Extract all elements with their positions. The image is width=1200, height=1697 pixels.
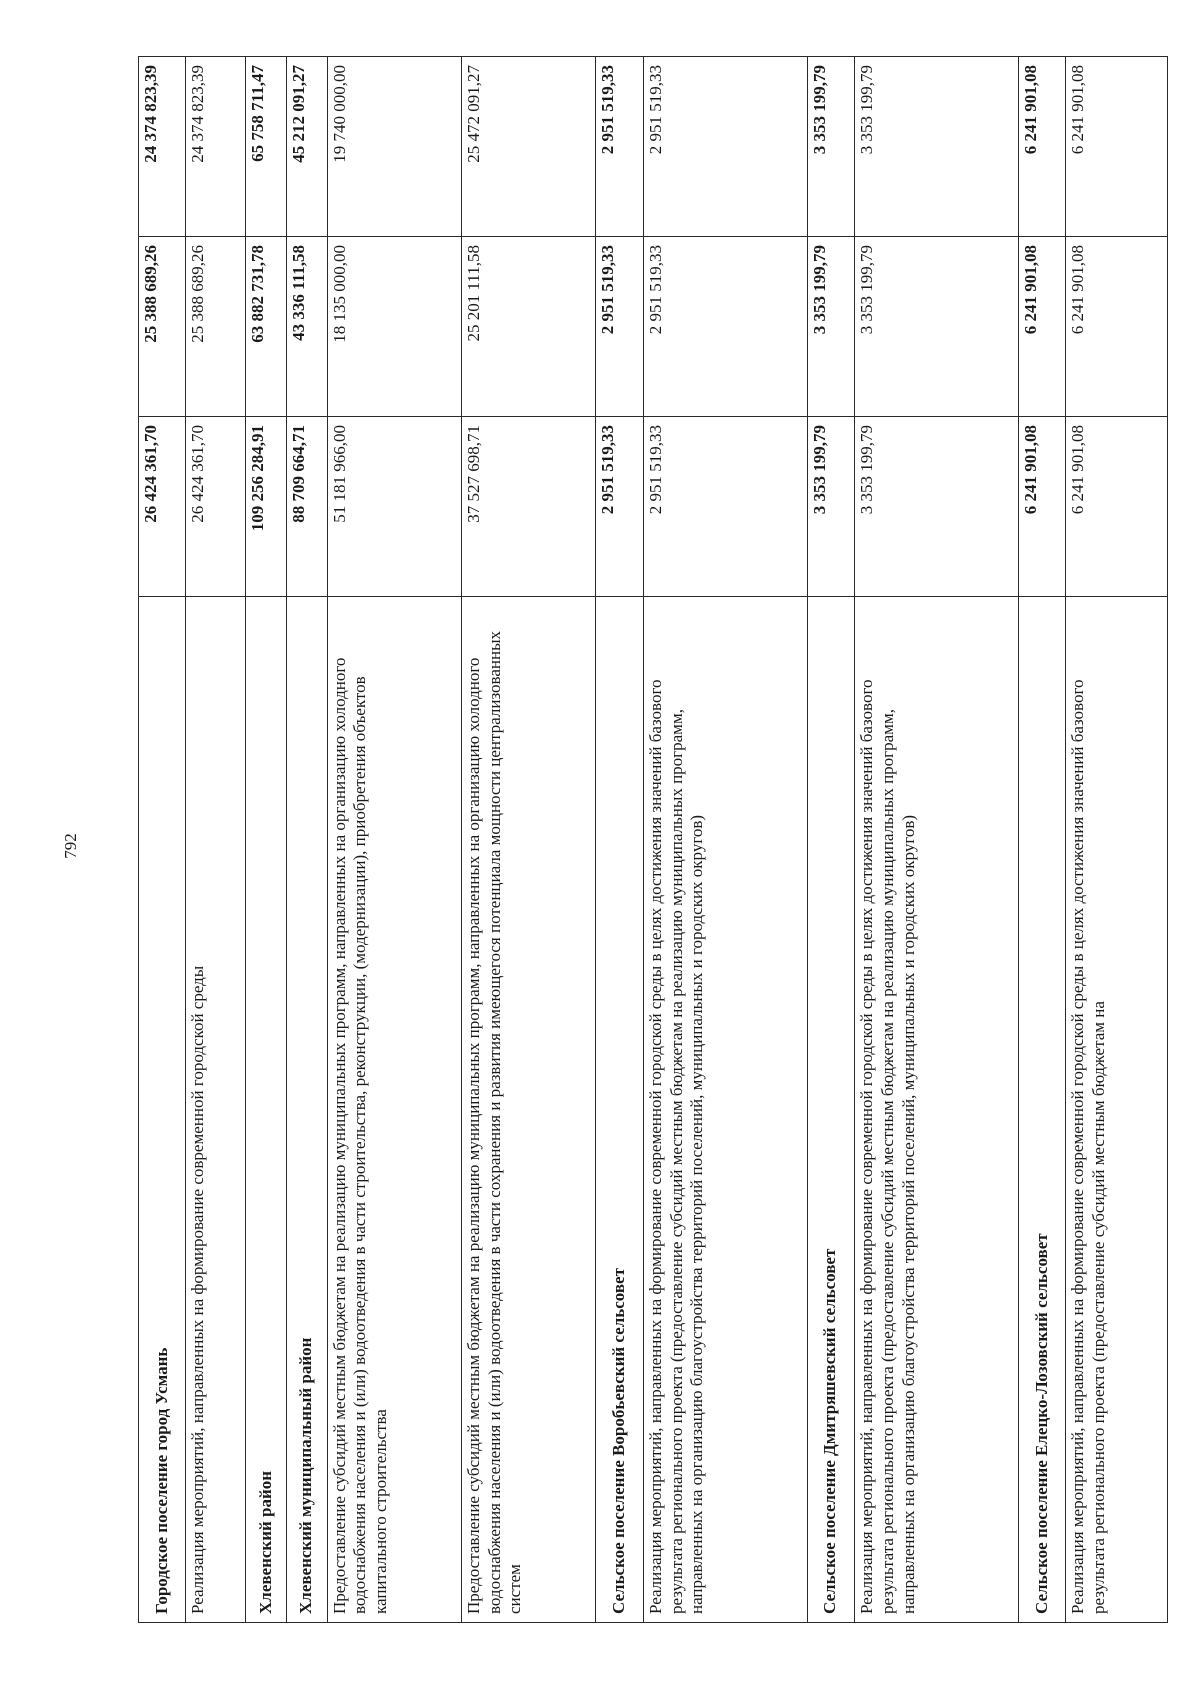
table-row [643,57,807,1623]
table-row [246,57,287,1623]
value-year-3: 6 241 901,08 [1066,57,1168,237]
value-year-2: 3 353 199,79 [855,237,1019,417]
table-row [186,57,246,1623]
value-year-1: 26 424 361,70 [139,417,186,597]
value-year-1: 51 181 966,00 [327,417,461,597]
value-year-1: 2 951 519,33 [596,417,643,597]
value-year-2: 25 388 689,26 [186,237,246,417]
page-number: 792 [61,833,80,859]
value-year-3: 45 212 091,27 [286,57,327,237]
table-row [286,57,327,1623]
row-name: Сельское поселение Елецко-Лозовский сельсовет [1018,597,1065,1623]
row-name: Реализация мероприятий, направленных на формирование современной городской среды в целях достижения значений базового результата регионального проекта (предоставление субсидий местным бюджетам на реализацию муниципальных программ, направленных на организацию благоустройства территорий поселений, муниципальных и городских округов) [643,597,807,1623]
table-row [1018,57,1065,1623]
value-year-2: 18 135 000,00 [327,237,461,417]
value-year-2: 6 241 901,08 [1018,237,1065,417]
value-year-1: 3 353 199,79 [855,417,1019,597]
value-year-3: 2 951 519,33 [643,57,807,237]
value-year-3: 6 241 901,08 [1018,57,1065,237]
value-year-3: 25 472 091,27 [462,57,596,237]
value-year-3: 3 353 199,79 [807,57,854,237]
value-year-2: 63 882 731,78 [246,237,287,417]
value-year-2: 2 951 519,33 [643,237,807,417]
value-year-3: 3 353 199,79 [855,57,1019,237]
value-year-1: 88 709 664,71 [286,417,327,597]
value-year-3: 65 758 711,47 [246,57,287,237]
value-year-1: 2 951 519,33 [643,417,807,597]
value-year-3: 24 374 823,39 [186,57,246,237]
value-year-1: 37 527 698,71 [462,417,596,597]
table-row [462,57,596,1623]
row-name: Реализация мероприятий, направленных на формирование современной городской среды в целях достижения значений базового результата регионального проекта (предоставление субсидий местным бюджетам на [1066,597,1168,1623]
table-row [855,57,1019,1623]
row-name: Реализация мероприятий, направленных на формирование современной городской среды [186,597,246,1623]
value-year-2: 25 201 111,58 [462,237,596,417]
table-row [327,57,461,1623]
table-row [807,57,854,1623]
table-row [1066,57,1168,1623]
rotated-table-container [138,57,1168,1623]
value-year-2: 6 241 901,08 [1066,237,1168,417]
table-row [596,57,643,1623]
value-year-2: 3 353 199,79 [807,237,854,417]
value-year-2: 25 388 689,26 [139,237,186,417]
row-name: Сельское поселение Воробьевский сельсовет [596,597,643,1623]
value-year-2: 43 336 111,58 [286,237,327,417]
row-name: Реализация мероприятий, направленных на формирование современной городской среды в целях достижения значений базового результата регионального проекта (предоставление субсидий местным бюджетам на реализацию муниципальных программ, направленных на организацию благоустройства территорий поселений, муниципальных и городских округов) [855,597,1019,1623]
value-year-1: 3 353 199,79 [807,417,854,597]
value-year-3: 2 951 519,33 [596,57,643,237]
row-name: Городское поселение город Усмань [139,597,186,1623]
row-name: Сельское поселение Дмитряшевский сельсовет [807,597,854,1623]
value-year-3: 19 740 000,00 [327,57,461,237]
value-year-1: 26 424 361,70 [186,417,246,597]
value-year-1: 109 256 284,91 [246,417,287,597]
value-year-2: 2 951 519,33 [596,237,643,417]
row-name: Предоставление субсидий местным бюджетам на реализацию муниципальных программ, направленных на организацию холодного водоснабжения населения и (или) водоотведения в части строительства, реконструкции, (модернизации), приобретения объектов капитального строительства [327,597,461,1623]
value-year-1: 6 241 901,08 [1066,417,1168,597]
budget-table [138,56,1168,1623]
row-name: Хлевенский муниципальный район [286,597,327,1623]
table-row [139,57,186,1623]
row-name: Хлевенский район [246,597,287,1623]
value-year-1: 6 241 901,08 [1018,417,1065,597]
row-name: Предоставление субсидий местным бюджетам на реализацию муниципальных программ, направленных на организацию холодного водоснабжения населения и (или) водоотведения в части сохранения и развития имеющегося потенциала мощности централизованных систем [462,597,596,1623]
value-year-3: 24 374 823,39 [139,57,186,237]
